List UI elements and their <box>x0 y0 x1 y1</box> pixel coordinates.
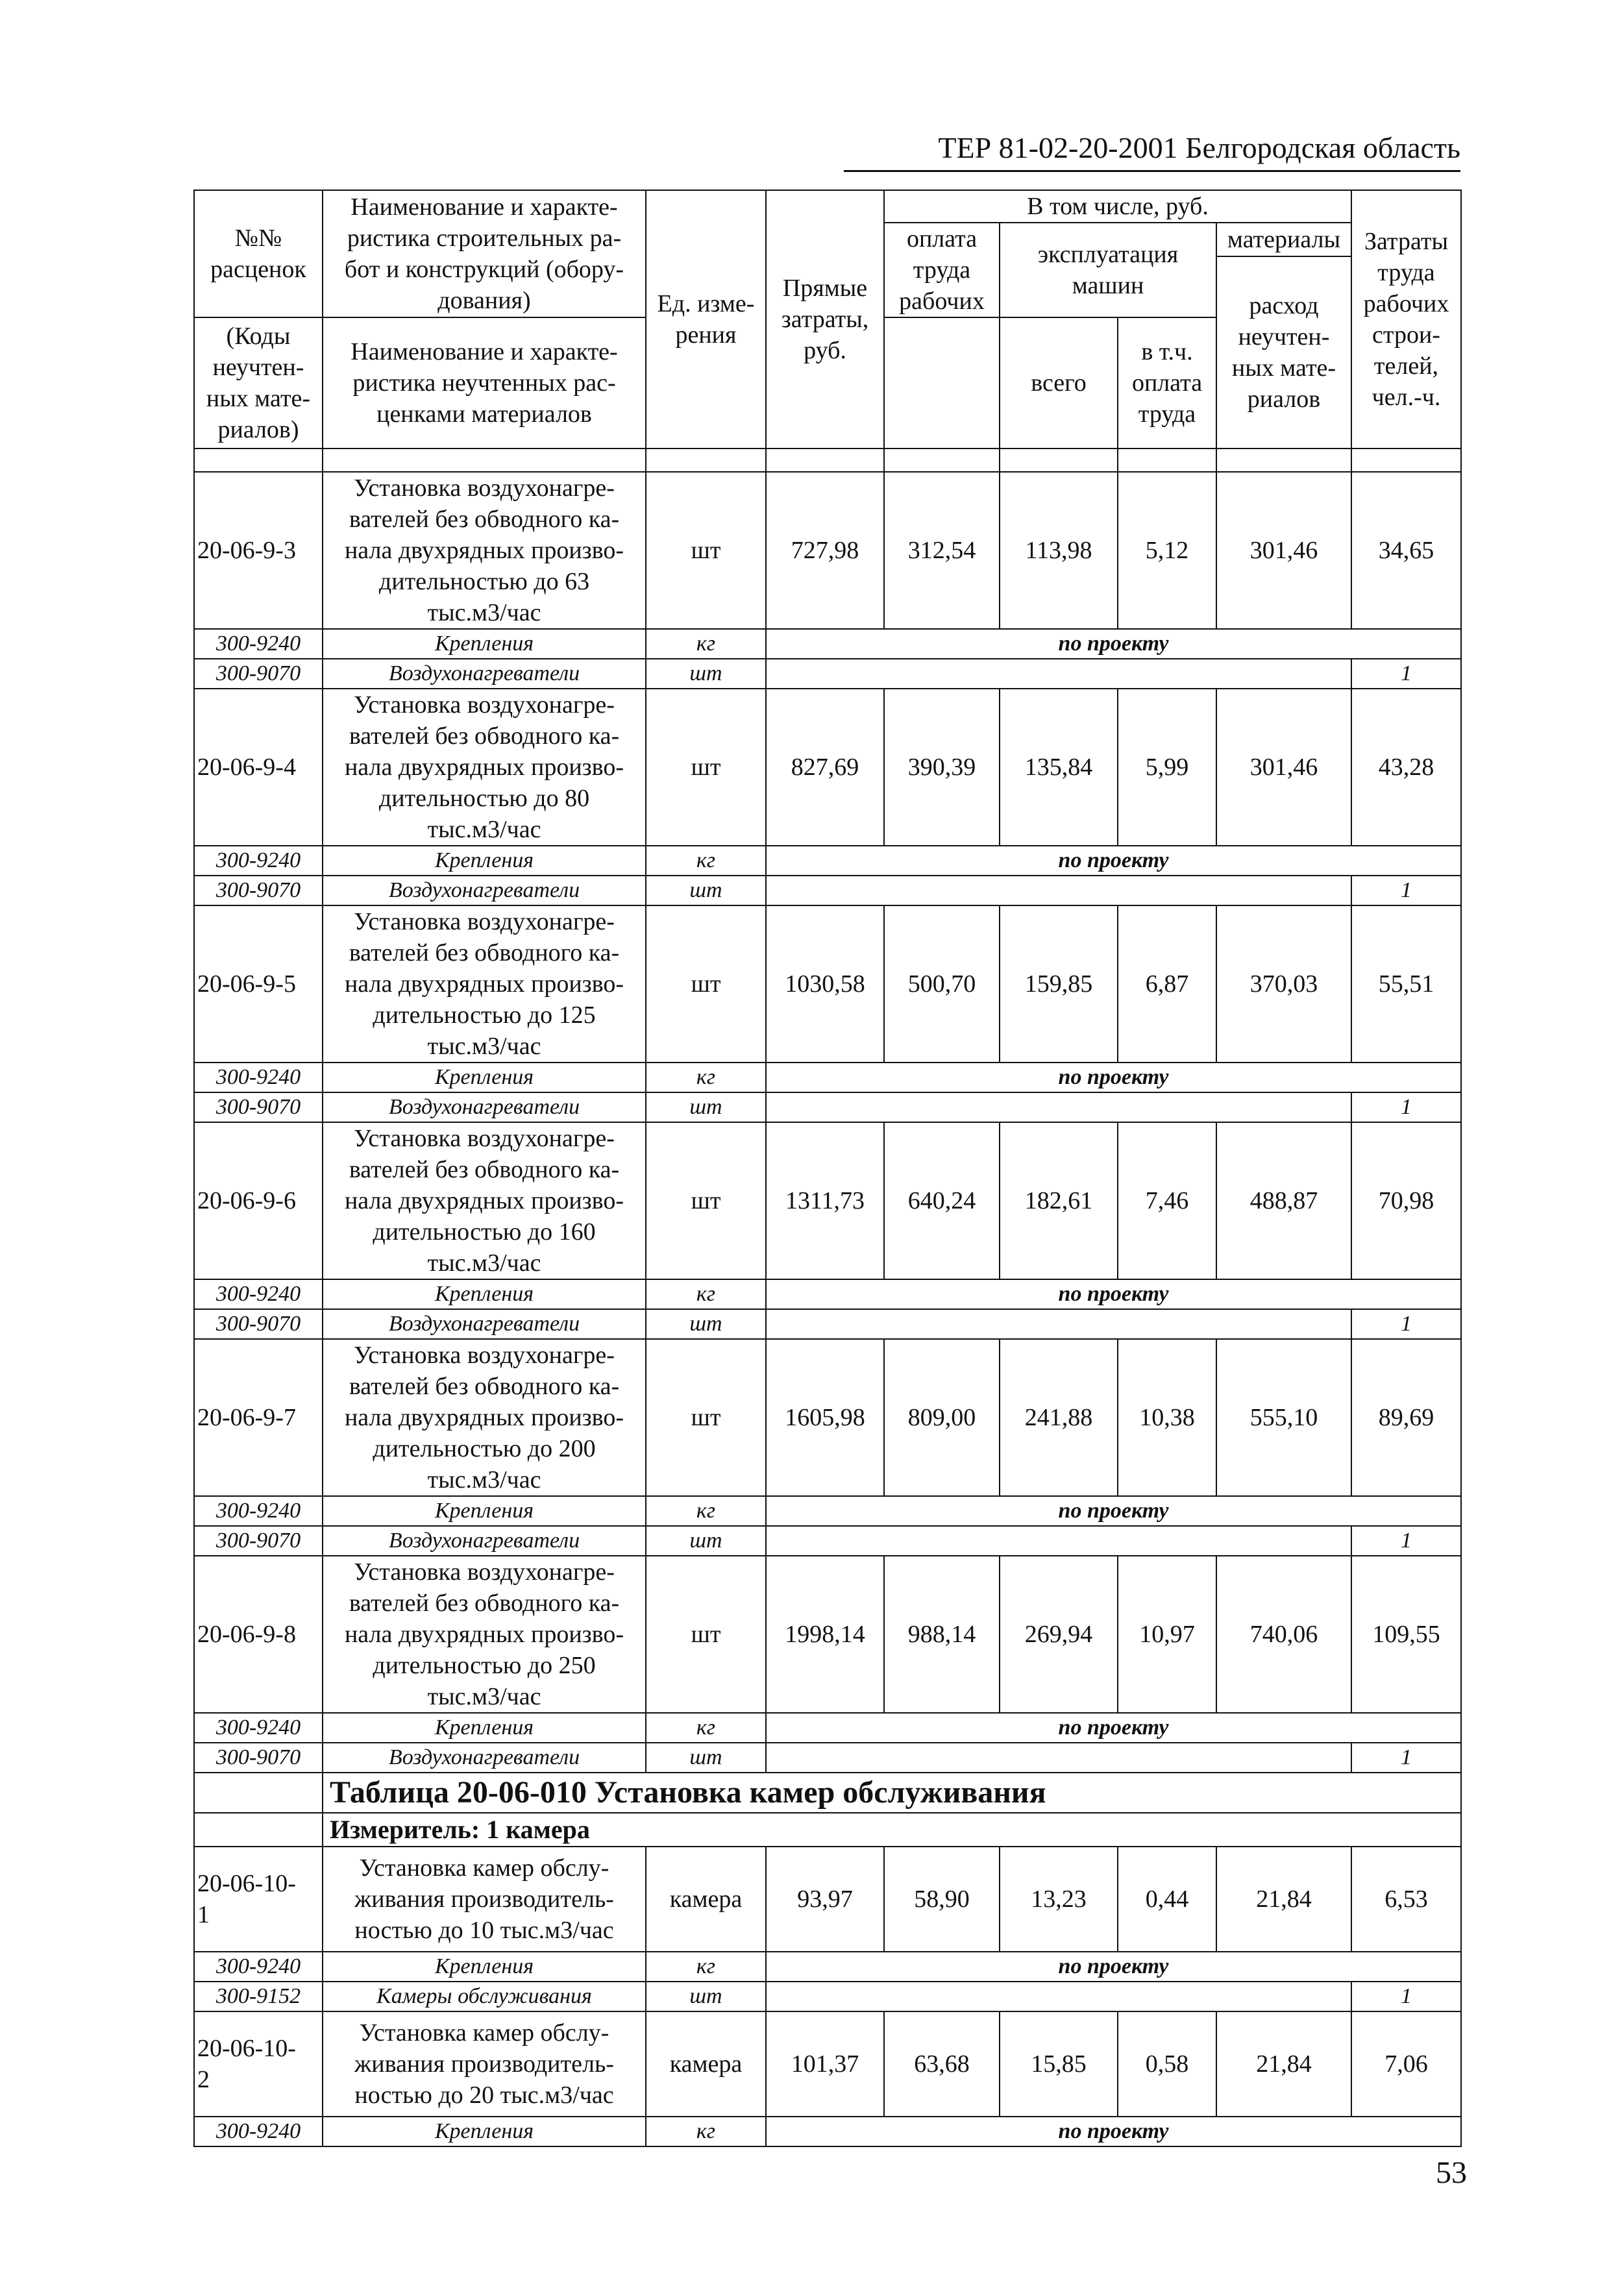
material-row <box>194 2117 1461 2146</box>
rate-labor-pay: 58,90 <box>884 1847 1000 1952</box>
rate-row <box>194 1847 1461 1952</box>
material-code: 300-9240 <box>194 1952 323 1982</box>
table2-meter: Измеритель: 1 камера <box>323 1813 1461 1847</box>
rate-name: Установка воздухонагре- вателей без обводного ка- нала двухрядных произво- дительностью до 160 тыс.м3/час <box>323 1122 646 1279</box>
material-quantity: по проекту <box>766 2117 1461 2146</box>
rate-materials: 555,10 <box>1216 1339 1351 1496</box>
material-row <box>194 1982 1461 2011</box>
col-header-labor-hours: Затраты труда рабочих строи- телей, чел.-ч. <box>1351 190 1461 449</box>
rate-unit: шт <box>646 905 766 1063</box>
table2-title-row <box>194 1773 1461 1813</box>
material-name: Воздухонагреватели <box>323 659 646 689</box>
rate-code: 20-06-9-6 <box>194 1122 323 1279</box>
material-row <box>194 1092 1461 1122</box>
rate-unit: шт <box>646 1122 766 1279</box>
rate-code: 20-06-9-7 <box>194 1339 323 1496</box>
material-code: 300-9070 <box>194 1743 323 1773</box>
col-header-materials: материалы <box>1216 223 1351 256</box>
material-code: 300-9152 <box>194 1982 323 2011</box>
rate-machines-labor: 0,44 <box>1118 1847 1216 1952</box>
material-unit: шт <box>646 1982 766 2011</box>
material-unit: кг <box>646 1713 766 1743</box>
rate-direct-cost: 1605,98 <box>766 1339 884 1496</box>
material-row <box>194 1743 1461 1773</box>
rate-labor-pay: 312,54 <box>884 472 1000 629</box>
rate-name: Установка воздухонагре- вателей без обводного ка- нала двухрядных произво- дительностью до 80 тыс.м3/час <box>323 689 646 846</box>
material-unit: кг <box>646 846 766 876</box>
col-header-machines-labor: в т.ч. оплата труда <box>1118 317 1216 449</box>
rate-name: Установка воздухонагре- вателей без обводного ка- нала двухрядных произво- дительностью до 250 тыс.м3/час <box>323 1556 646 1713</box>
header-rule <box>844 170 1460 172</box>
rate-labor-hours: 6,53 <box>1351 1847 1461 1952</box>
col-header-direct: Прямые затраты, руб. <box>766 190 884 449</box>
material-name: Крепления <box>323 1279 646 1309</box>
col-header-labor-pay: оплата труда рабочих <box>884 223 1000 317</box>
rate-name: Установка воздухонагре- вателей без обводного ка- нала двухрядных произво- дительностью до 63 тыс.м3/час <box>323 472 646 629</box>
col-header-including: В том числе, руб. <box>884 190 1351 223</box>
rate-materials: 301,46 <box>1216 689 1351 846</box>
material-row <box>194 846 1461 876</box>
material-name: Воздухонагреватели <box>323 876 646 905</box>
col-header-machines: эксплуатация машин <box>1000 223 1216 317</box>
rate-labor-hours: 89,69 <box>1351 1339 1461 1496</box>
col-header-materials-bottom: расход неучтен- ных мате- риалов <box>1216 256 1351 449</box>
rate-labor-hours: 55,51 <box>1351 905 1461 1063</box>
material-row <box>194 876 1461 905</box>
material-unit: кг <box>646 1279 766 1309</box>
material-empty <box>766 659 1351 689</box>
material-unit: шт <box>646 1526 766 1556</box>
rate-direct-cost: 1998,14 <box>766 1556 884 1713</box>
material-name: Камеры обслуживания <box>323 1982 646 2011</box>
rate-machines-labor: 10,97 <box>1118 1556 1216 1713</box>
rate-machines-total: 182,61 <box>1000 1122 1118 1279</box>
material-row <box>194 1063 1461 1092</box>
rate-unit: шт <box>646 1339 766 1496</box>
material-unit: шт <box>646 1309 766 1339</box>
rate-direct-cost: 827,69 <box>766 689 884 846</box>
material-name: Воздухонагреватели <box>323 1526 646 1556</box>
material-code: 300-9070 <box>194 659 323 689</box>
material-quantity: по проекту <box>766 1496 1461 1526</box>
material-quantity: 1 <box>1351 1092 1461 1122</box>
rate-row <box>194 472 1461 629</box>
col-header-machines-total: всего <box>1000 317 1118 449</box>
rate-labor-pay: 390,39 <box>884 689 1000 846</box>
rate-unit: шт <box>646 1556 766 1713</box>
table2-title-empty <box>194 1773 323 1813</box>
material-quantity: по проекту <box>766 1713 1461 1743</box>
material-row <box>194 1279 1461 1309</box>
rate-direct-cost: 93,97 <box>766 1847 884 1952</box>
rate-labor-pay: 63,68 <box>884 2011 1000 2117</box>
material-code: 300-9070 <box>194 1092 323 1122</box>
col-header-code: №№ расценок <box>194 190 323 317</box>
material-code: 300-9070 <box>194 1309 323 1339</box>
rate-machines-labor: 0,58 <box>1118 2011 1216 2117</box>
material-quantity: по проекту <box>766 846 1461 876</box>
rate-name: Установка камер обслу- живания производитель- ностью до 10 тыс.м3/час <box>323 1847 646 1952</box>
material-code: 300-9240 <box>194 1279 323 1309</box>
material-code: 300-9070 <box>194 1526 323 1556</box>
rate-direct-cost: 1030,58 <box>766 905 884 1063</box>
material-quantity: 1 <box>1351 1526 1461 1556</box>
material-row <box>194 1952 1461 1982</box>
rate-direct-cost: 727,98 <box>766 472 884 629</box>
rate-unit: шт <box>646 689 766 846</box>
rate-row <box>194 1556 1461 1713</box>
col-header-unit: Ед. изме- рения <box>646 190 766 449</box>
col-header-name: Наименование и характе- ристика строительных ра- бот и конструкций (обору- дования) <box>323 190 646 317</box>
rate-row <box>194 2011 1461 2117</box>
material-name: Воздухонагреватели <box>323 1309 646 1339</box>
material-quantity: 1 <box>1351 1743 1461 1773</box>
material-empty <box>766 1526 1351 1556</box>
rate-labor-hours: 109,55 <box>1351 1556 1461 1713</box>
material-code: 300-9240 <box>194 846 323 876</box>
rate-labor-pay: 988,14 <box>884 1556 1000 1713</box>
material-empty <box>766 1982 1351 2011</box>
material-empty <box>766 1743 1351 1773</box>
rate-machines-labor: 6,87 <box>1118 905 1216 1063</box>
material-quantity: 1 <box>1351 659 1461 689</box>
table2-meter-empty <box>194 1813 323 1847</box>
rate-labor-pay: 640,24 <box>884 1122 1000 1279</box>
rate-name: Установка камер обслу- живания производитель- ностью до 20 тыс.м3/час <box>323 2011 646 2117</box>
rate-labor-pay: 809,00 <box>884 1339 1000 1496</box>
col-header-labor-pay-bottom <box>884 317 1000 449</box>
material-unit: шт <box>646 659 766 689</box>
rate-materials: 21,84 <box>1216 2011 1351 2117</box>
material-unit: шт <box>646 1092 766 1122</box>
rate-machines-labor: 10,38 <box>1118 1339 1216 1496</box>
header-row-1 <box>194 190 1461 223</box>
rate-machines-total: 15,85 <box>1000 2011 1118 2117</box>
material-quantity: по проекту <box>766 1952 1461 1982</box>
rate-code: 20-06-10- 2 <box>194 2011 323 2117</box>
material-unit: кг <box>646 1063 766 1092</box>
rate-row <box>194 905 1461 1063</box>
material-name: Крепления <box>323 629 646 659</box>
material-name: Крепления <box>323 1063 646 1092</box>
header-gap-row <box>194 449 1461 472</box>
material-name: Воздухонагреватели <box>323 1092 646 1122</box>
rate-machines-labor: 5,12 <box>1118 472 1216 629</box>
rate-materials: 301,46 <box>1216 472 1351 629</box>
material-name: Крепления <box>323 1713 646 1743</box>
material-name: Крепления <box>323 2117 646 2146</box>
rate-labor-hours: 34,65 <box>1351 472 1461 629</box>
rate-machines-total: 159,85 <box>1000 905 1118 1063</box>
rate-code: 20-06-10- 1 <box>194 1847 323 1952</box>
material-quantity: 1 <box>1351 1309 1461 1339</box>
material-unit: кг <box>646 629 766 659</box>
rate-machines-labor: 5,99 <box>1118 689 1216 846</box>
rate-code: 20-06-9-8 <box>194 1556 323 1713</box>
rate-machines-total: 269,94 <box>1000 1556 1118 1713</box>
material-name: Воздухонагреватели <box>323 1743 646 1773</box>
rates-table-body <box>194 190 1461 2146</box>
rate-direct-cost: 1311,73 <box>766 1122 884 1279</box>
material-quantity: 1 <box>1351 876 1461 905</box>
rates-table <box>193 190 1462 2147</box>
document-header-title: ТЕР 81-02-20-2001 Белгородская область <box>938 131 1460 164</box>
material-empty <box>766 1309 1351 1339</box>
material-code: 300-9240 <box>194 1063 323 1092</box>
rate-labor-hours: 43,28 <box>1351 689 1461 846</box>
material-quantity: по проекту <box>766 1063 1461 1092</box>
rate-machines-total: 241,88 <box>1000 1339 1118 1496</box>
material-code: 300-9070 <box>194 876 323 905</box>
rate-row <box>194 689 1461 846</box>
rate-unit: камера <box>646 1847 766 1952</box>
material-quantity: по проекту <box>766 629 1461 659</box>
rate-unit: шт <box>646 472 766 629</box>
table2-title: Таблица 20-06-010 Установка камер обслуживания <box>323 1773 1461 1813</box>
rate-materials: 488,87 <box>1216 1122 1351 1279</box>
rate-unit: камера <box>646 2011 766 2117</box>
material-unit: кг <box>646 1952 766 1982</box>
table2-meter-row <box>194 1813 1461 1847</box>
rate-code: 20-06-9-3 <box>194 472 323 629</box>
material-row <box>194 1309 1461 1339</box>
rate-labor-hours: 70,98 <box>1351 1122 1461 1279</box>
material-code: 300-9240 <box>194 1496 323 1526</box>
rate-row <box>194 1122 1461 1279</box>
material-empty <box>766 876 1351 905</box>
rate-labor-pay: 500,70 <box>884 905 1000 1063</box>
material-row <box>194 1713 1461 1743</box>
material-quantity: 1 <box>1351 1982 1461 2011</box>
material-row <box>194 1496 1461 1526</box>
rate-machines-total: 135,84 <box>1000 689 1118 846</box>
page-number: 53 <box>1436 2156 1467 2190</box>
material-unit: шт <box>646 876 766 905</box>
rate-materials: 740,06 <box>1216 1556 1351 1713</box>
material-code: 300-9240 <box>194 2117 323 2146</box>
rate-machines-labor: 7,46 <box>1118 1122 1216 1279</box>
rate-labor-hours: 7,06 <box>1351 2011 1461 2117</box>
material-quantity: по проекту <box>766 1279 1461 1309</box>
material-name: Крепления <box>323 1952 646 1982</box>
rate-row <box>194 1339 1461 1496</box>
material-code: 300-9240 <box>194 1713 323 1743</box>
rate-materials: 370,03 <box>1216 905 1351 1063</box>
material-row <box>194 629 1461 659</box>
material-unit: шт <box>646 1743 766 1773</box>
material-name: Крепления <box>323 1496 646 1526</box>
col-header-code-bottom: (Коды неучтен- ных мате- риалов) <box>194 317 323 449</box>
rate-direct-cost: 101,37 <box>766 2011 884 2117</box>
rate-machines-total: 113,98 <box>1000 472 1118 629</box>
material-empty <box>766 1092 1351 1122</box>
rate-machines-total: 13,23 <box>1000 1847 1118 1952</box>
rate-code: 20-06-9-5 <box>194 905 323 1063</box>
material-row <box>194 659 1461 689</box>
rate-materials: 21,84 <box>1216 1847 1351 1952</box>
material-unit: кг <box>646 2117 766 2146</box>
col-header-name-bottom: Наименование и характе- ристика неучтенных рас- ценками материалов <box>323 317 646 449</box>
rate-name: Установка воздухонагре- вателей без обводного ка- нала двухрядных произво- дительностью до 200 тыс.м3/час <box>323 1339 646 1496</box>
material-row <box>194 1526 1461 1556</box>
rate-code: 20-06-9-4 <box>194 689 323 846</box>
material-code: 300-9240 <box>194 629 323 659</box>
rate-name: Установка воздухонагре- вателей без обводного ка- нала двухрядных произво- дительностью до 125 тыс.м3/час <box>323 905 646 1063</box>
material-unit: кг <box>646 1496 766 1526</box>
material-name: Крепления <box>323 846 646 876</box>
